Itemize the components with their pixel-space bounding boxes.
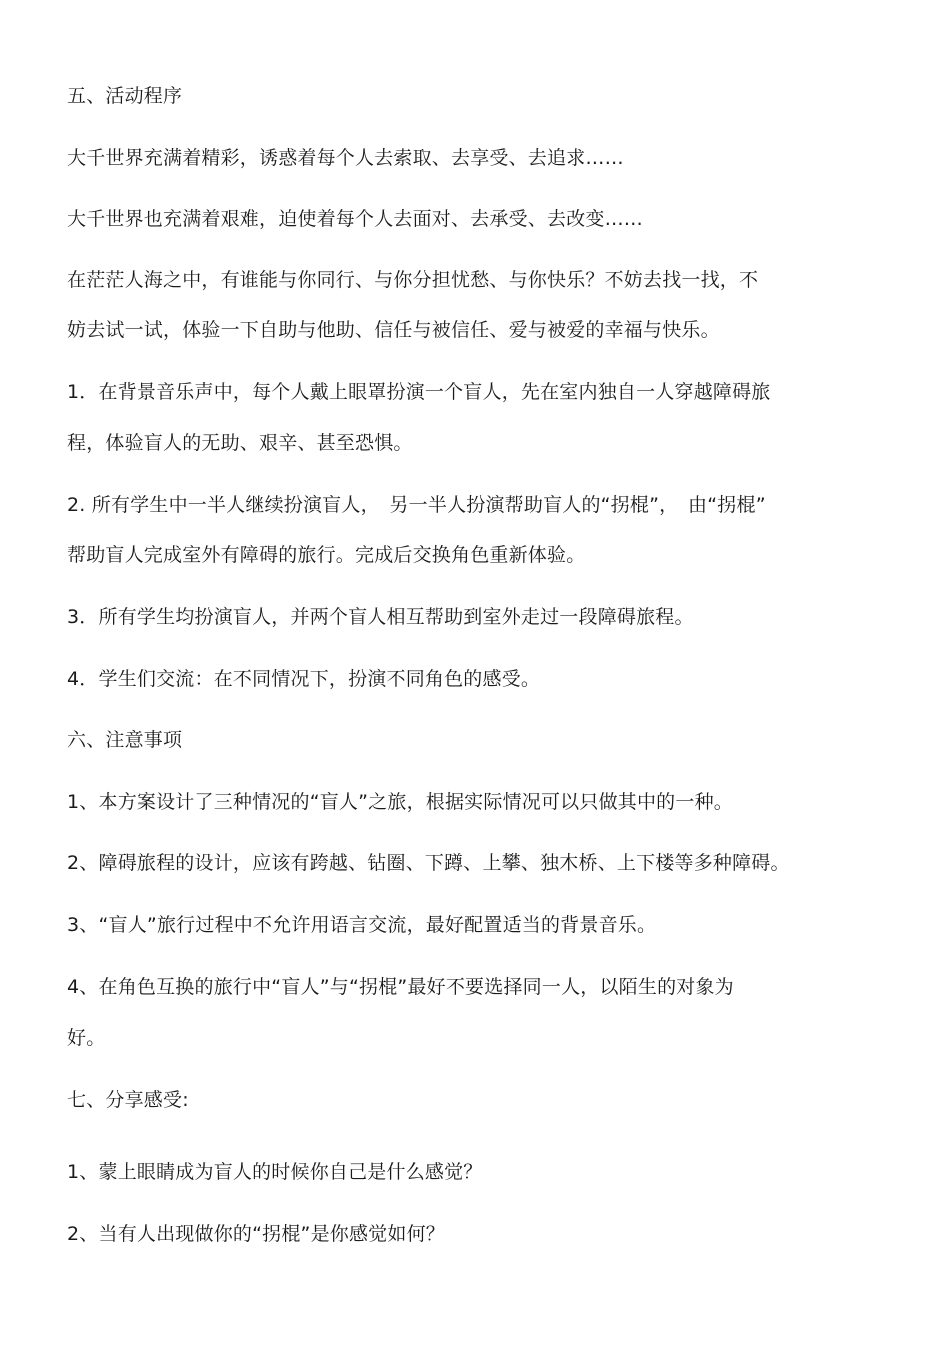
procedure-item-2: 2. 所有学生中一半人继续扮演盲人， 另一半人扮演帮助盲人的“拐棍”， 由“拐棍” [67,494,766,516]
note-item-1: 1、本方案设计了三种情况的“盲人”之旅，根据实际情况可以只做其中的一种。 [67,791,733,813]
procedure-item-3: 3．所有学生均扮演盲人，并两个盲人相互帮助到室外走过一段障碍旅程。 [67,606,694,628]
sharing-question-2: 2、当有人出现做你的“拐棍”是你感觉如何？ [67,1223,445,1245]
note-item-4: 4、在角色互换的旅行中“盲人”与“拐棍”最好不要选择同一人，以陌生的对象为 [67,976,734,998]
note-item-4-continued: 好。 [67,1027,106,1049]
procedure-item-1: 1．在背景音乐声中，每个人戴上眼罩扮演一个盲人，先在室内独自一人穿越障碍旅 [67,381,771,403]
sharing-question-1: 1、蒙上眼睛成为盲人的时候你自己是什么感觉？ [67,1161,483,1183]
intro-paragraph-line: 大千世界也充满着艰难，迫使着每个人去面对、去承受、去改变…… [67,208,644,230]
section-heading-notes: 六、注意事项 [67,729,183,751]
procedure-item-1-continued: 程，体验盲人的无助、艰辛、甚至恐惧。 [67,432,413,454]
section-heading-activity-procedure: 五、活动程序 [67,85,183,107]
intro-paragraph-line: 妨去试一试，体验一下自助与他助、信任与被信任、爱与被爱的幸福与快乐。 [67,319,720,341]
note-item-3: 3、“盲人”旅行过程中不允许用语言交流，最好配置适当的背景音乐。 [67,914,657,936]
intro-paragraph-line: 在茫茫人海之中，有谁能与你同行、与你分担忧愁、与你快乐？不妨去找一找，不 [67,269,759,291]
procedure-item-4: 4．学生们交流：在不同情况下，扮演不同角色的感受。 [67,668,541,690]
procedure-item-2-continued: 帮助盲人完成室外有障碍的旅行。完成后交换角色重新体验。 [67,544,586,566]
note-item-2: 2、障碍旅程的设计，应该有跨越、钻圈、下蹲、上攀、独木桥、上下楼等多种障碍。 [67,852,790,874]
intro-paragraph-line: 大千世界充满着精彩，诱惑着每个人去索取、去享受、去追求…… [67,147,624,169]
section-heading-sharing: 七、分享感受: [67,1089,189,1111]
